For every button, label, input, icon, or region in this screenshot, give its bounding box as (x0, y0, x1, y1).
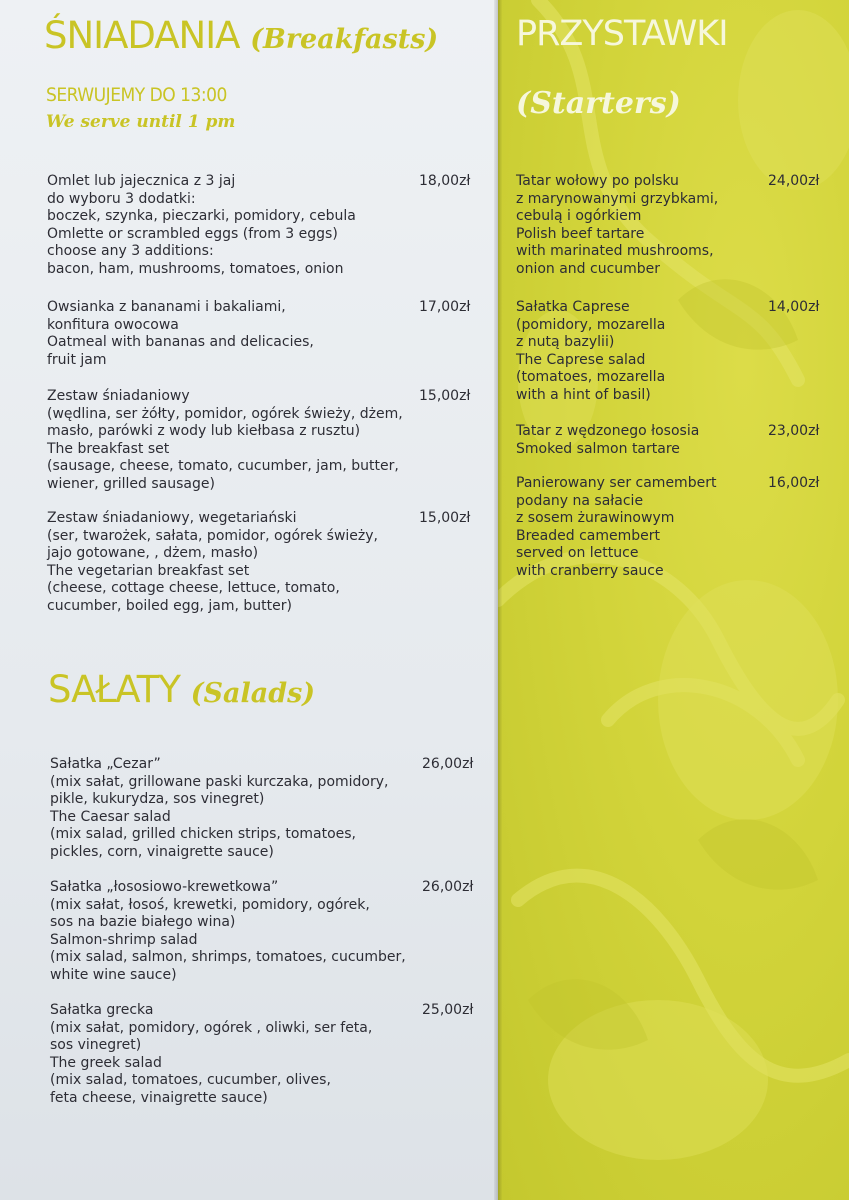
menu-item-oatmeal (47, 299, 471, 369)
item-price: 26,00zł (422, 756, 474, 772)
item-description: Tatar z wędzonego łososia Smoked salmon tartare (516, 423, 700, 457)
serve-time-en: We serve until 1 pm (46, 112, 236, 132)
salads-heading (48, 668, 315, 711)
item-description: Zestaw śniadaniowy, wegetariański (ser, twarożek, sałata, pomidor, ogórek świeży, jajo gotowane, , dżem, masło) The vegetarian breakfast set (cheese, cottage cheese, lettuce, tomato, cucumber, boiled egg, jam, butter) (47, 510, 378, 614)
menu-item-caesar-salad (50, 756, 474, 861)
item-description: Sałatka „Cezar” (mix sałat, grillowane paski kurczaka, pomidory, pikle, kukurydza, sos vinegret) The Caesar salad (mix salad, grilled chicken strips, tomatoes, pickles, corn, vinaigrette sauce) (50, 756, 389, 860)
breakfast-title-en: (Breakfasts) (250, 24, 439, 55)
item-description: Tatar wołowy po polsku z marynowanymi grzybkami, cebulą i ogórkiem Polish beef tartare with marinated mushrooms, onion and cucumber (516, 173, 719, 277)
salads-title-pl: SAŁATY (48, 668, 180, 711)
item-price: 25,00zł (422, 1002, 474, 1018)
menu-item-omelette (47, 173, 471, 278)
item-description: Sałatka grecka (mix sałat, pomidory, ogórek , oliwki, ser feta, sos vinegret) The greek salad (mix salad, tomatoes, cucumber, olives, feta cheese, vinaigrette sauce) (50, 1002, 373, 1106)
item-description: Panierowany ser camembert podany na sałacie z sosem żurawinowym Breaded camembert served on lettuce with cranberry sauce (516, 475, 717, 579)
item-price: 14,00zł (768, 299, 820, 315)
item-price: 15,00zł (419, 510, 471, 526)
page-fold (494, 0, 502, 1200)
item-price: 26,00zł (422, 879, 474, 895)
menu-item-vegetarian-set (47, 510, 471, 615)
item-price: 23,00zł (768, 423, 820, 439)
serve-time-pl: SERWUJEMY DO 13:00 (46, 84, 227, 106)
menu-item-salmon-tartare (516, 423, 820, 458)
item-description: Sałatka „łososiowo-krewetkowa” (mix sałat, łosoś, krewetki, pomidory, ogórek, sos na bazie białego wina) Salmon-shrimp salad (mix salad, salmon, shrimps, tomatoes, cucumber, white wine sauce) (50, 879, 406, 983)
menu-item-greek-salad (50, 1002, 474, 1107)
menu-item-breakfast-set (47, 388, 471, 493)
item-price: 24,00zł (768, 173, 820, 189)
item-description: Sałatka Caprese (pomidory, mozarella z nutą bazylii) The Caprese salad (tomatoes, mozarella with a hint of basil) (516, 299, 666, 403)
starters-title-pl: PRZYSTAWKI (516, 14, 728, 54)
item-price: 18,00zł (419, 173, 471, 189)
menu-item-breaded-camembert (516, 475, 820, 580)
item-price: 15,00zł (419, 388, 471, 404)
menu-item-caprese-salad (516, 299, 820, 404)
item-description: Omlet lub jajecznica z 3 jaj do wyboru 3 dodatki: boczek, szynka, pieczarki, pomidory, cebula Omlette or scrambled eggs (from 3 eggs) choose any 3 additions: bacon, ham, mushrooms, tomatoes, onion (47, 173, 356, 277)
item-description: Owsianka z bananami i bakaliami, konfitura owocowa Oatmeal with bananas and delicacies, fruit jam (47, 299, 314, 368)
item-description: Zestaw śniadaniowy (wędlina, ser żółty, pomidor, ogórek świeży, dżem, masło, parówki z wody lub kiełbasa z rusztu) The breakfast set (sausage, cheese, tomato, cucumber, jam, butter, wiener, grilled sausage) (47, 388, 403, 492)
item-price: 16,00zł (768, 475, 820, 491)
salads-title-en: (Salads) (190, 678, 316, 709)
menu-item-salmon-shrimp-salad (50, 879, 474, 984)
breakfast-heading (44, 14, 438, 57)
menu-item-beef-tartare (516, 173, 820, 278)
starters-title-en: (Starters) (516, 86, 681, 121)
item-price: 17,00zł (419, 299, 471, 315)
breakfast-title-pl: ŚNIADANIA (44, 14, 240, 57)
